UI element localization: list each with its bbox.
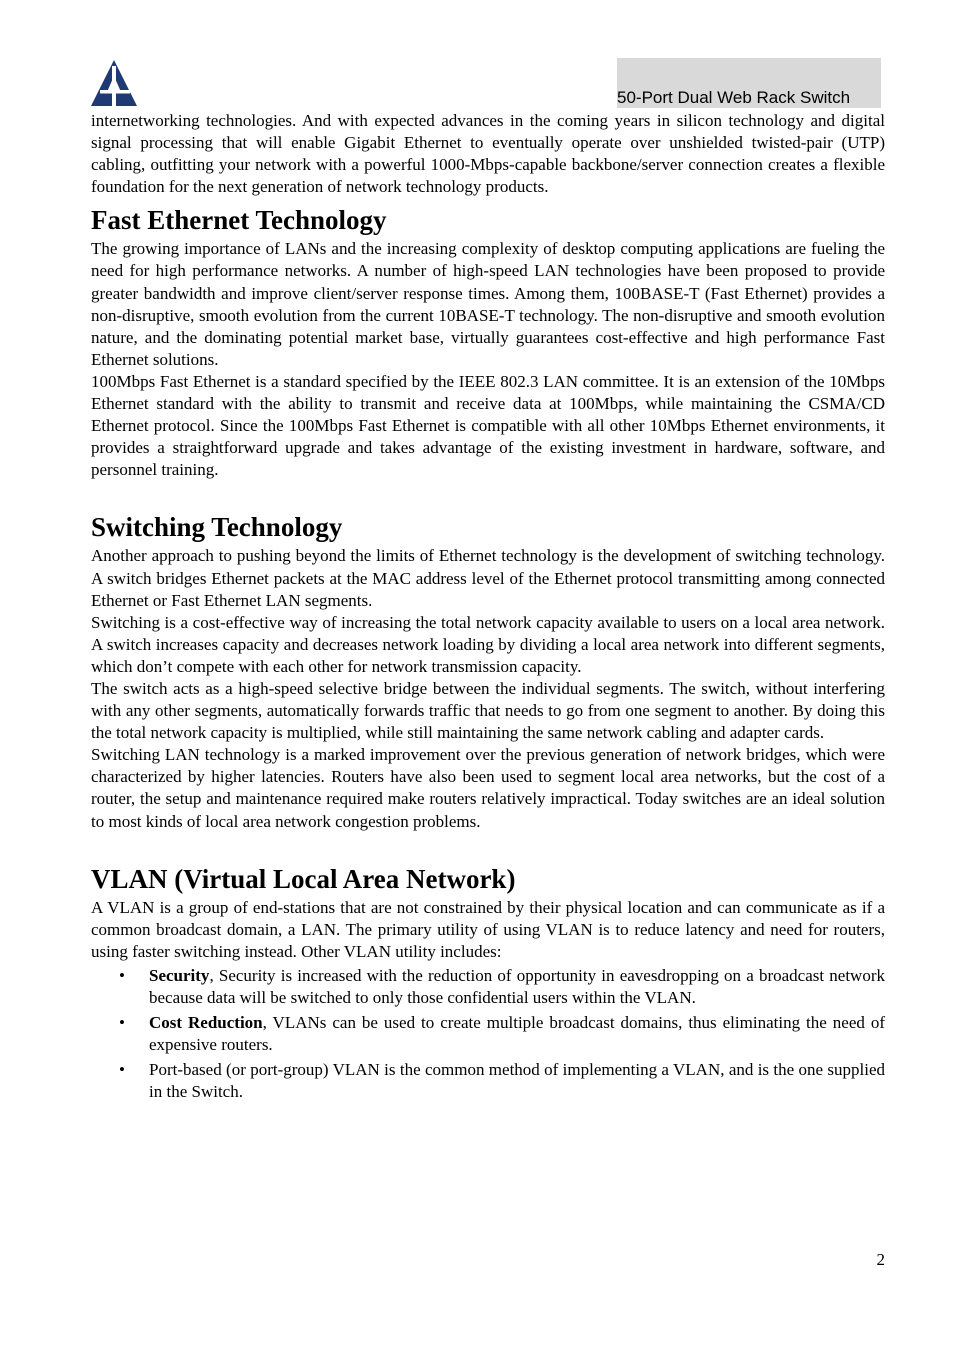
bullet-icon: • — [119, 1013, 125, 1033]
company-logo-icon — [91, 60, 137, 106]
switching-paragraph-1: Another approach to pushing beyond the limits of Ethernet technology is the development of switching technology. A switch bridges Ethernet packets at the MAC address level of the Ethernet protocol transmitting among connected Ethernet or Fast Ethernet LAN segments. — [91, 546, 885, 610]
list-item — [91, 965, 885, 1009]
heading-fast-ethernet: Fast Ethernet Technology — [91, 205, 387, 236]
fast-ethernet-paragraph-1: The growing importance of LANs and the increasing complexity of desktop computing applications are fueling the need for high performance networks. A number of high-speed LAN technologies have been proposed to provide greater bandwidth and improve client/server response times. Among them, 100BASE-T (Fast Ethernet) provides a non-disruptive, smooth evolution from the current 10BASE-T technology. The non-disruptive and smooth evolution nature, and the dominating potential market base, virtually guarantees cost-effective and high performance Fast Ethernet solutions. — [91, 239, 885, 369]
list-item-term: Cost Reduction — [149, 1013, 263, 1033]
bullet-icon: • — [119, 965, 125, 985]
header-title: 50-Port Dual Web Rack Switch — [617, 88, 851, 107]
vlan-utility-list — [91, 965, 885, 1104]
page-number: 2 — [876, 1250, 885, 1269]
vlan-paragraph: A VLAN is a group of end-stations that are not constrained by their physical location and can communicate as if a common broadcast domain, a LAN. The primary utility of using VLAN is to reduce latency and need for routers, using faster switching instead. Other VLAN utility includes: — [91, 897, 885, 961]
bullet-icon: • — [119, 1060, 125, 1080]
list-item-text: , VLANs can be used to create multiple broadcast domains, thus eliminating the need of expensive routers. — [149, 1013, 885, 1055]
list-item-text: Port-based (or port-group) VLAN is the common method of implementing a VLAN, and is the one supplied in the Switch. — [149, 1060, 885, 1102]
switching-paragraph-3: The switch acts as a high-speed selective bridge between the individual segments. The switch, without interfering with any other segments, automatically forwards traffic that needs to go from one segment to another. By doing this the total network capacity is multiplied, while still maintaining the same network cabling and adapter cards. — [91, 678, 885, 743]
heading-vlan: VLAN (Virtual Local Area Network) — [91, 863, 516, 894]
list-item — [91, 1012, 885, 1056]
fast-ethernet-paragraph-2: 100Mbps Fast Ethernet is a standard specified by the IEEE 802.3 LAN committee. It is an extension of the 10Mbps Ethernet standard with the ability to transmit and receive data at 100Mbps, while maintaining the CSMA/CD Ethernet protocol. Since the 100Mbps Fast Ethernet is compatible with all other 10Mbps Ethernet environments, it provides a straightforward upgrade and takes advantage of the existing investment in hardware, software, and personnel training. — [91, 371, 885, 480]
document-body — [91, 110, 885, 1103]
switching-paragraph-4: Switching LAN technology is a marked improvement over the previous generation of network bridges, which were characterized by higher latencies. Routers have also been used to segment local area networks, but the cost of a router, the setup and maintenance required make routers relatively impractical. Today switches are an ideal solution to most kinds of local area network congestion problems. — [91, 745, 885, 831]
list-item-term: Security — [149, 965, 210, 985]
heading-switching: Switching Technology — [91, 512, 343, 543]
list-item-text: , Security is increased with the reduction of opportunity in eavesdropping on a broadcast network because data will be switched to only those confidential users within the VLAN. — [149, 965, 885, 1007]
switching-paragraph-2: Switching is a cost-effective way of increasing the total network capacity available to users on a local area network. A switch increases capacity and decreases network loading by dividing a local area network into different segments, which don’t compete with each other for network transmission capacity. — [91, 612, 885, 676]
intro-paragraph: internetworking technologies. And with expected advances in the coming years in silicon technology and digital signal processing that will enable Gigabit Ethernet to eventually operate over unshielded twisted-pair (UTP) cabling, outfitting your network with a powerful 1000-Mbps-capable backbone/server connection creates a flexible foundation for the next generation of network technology products. — [91, 111, 885, 197]
list-item — [91, 1059, 885, 1103]
